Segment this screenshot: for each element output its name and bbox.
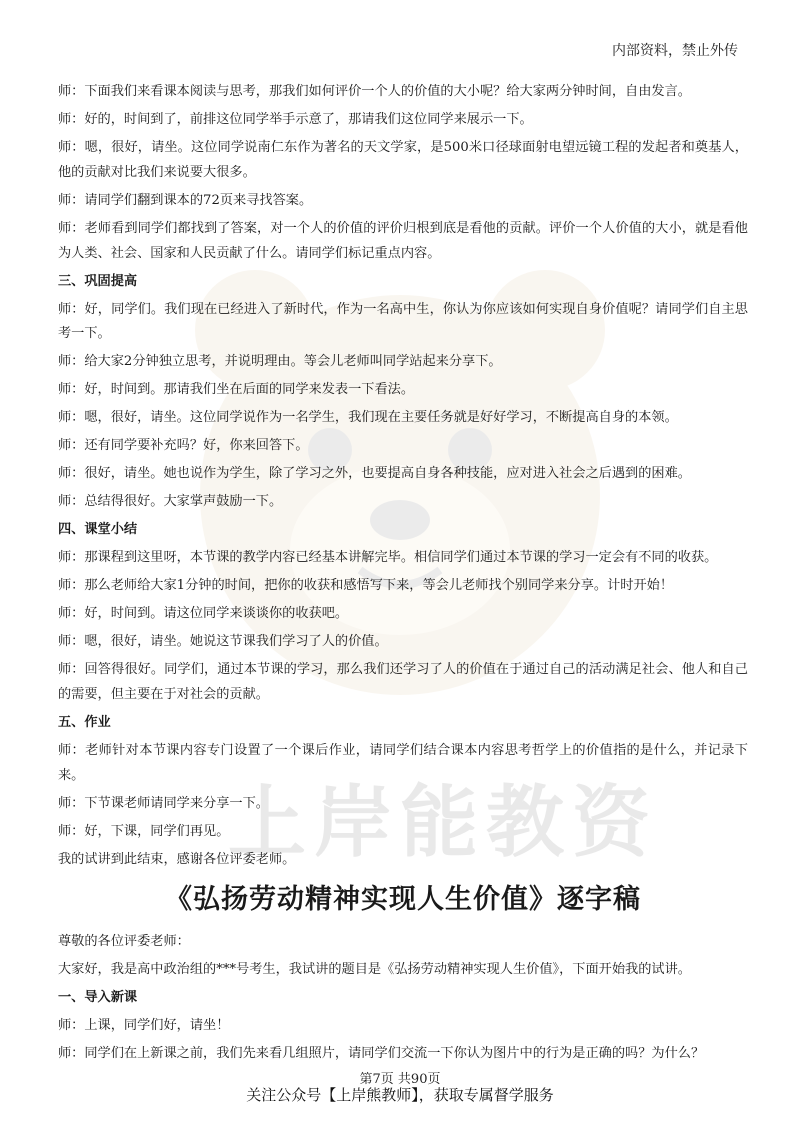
paragraph: 师：还有同学要补充吗？好，你来回答下。	[58, 438, 309, 454]
paragraph: 师：很好，请坐。她也说作为学生，除了学习之外，也要提高自身各种技能，应对进入社会之后遇到的困难。	[58, 466, 691, 482]
paragraph: 师：嗯，很好，请坐。这位同学说作为一名学生，我们现在主要任务就是好好学习，不断提高自身的本领。	[58, 410, 678, 426]
section-heading: 三、巩固提高	[58, 273, 138, 289]
section-heading: 五、作业	[58, 714, 111, 730]
section-heading: 一、导入新课	[58, 990, 138, 1006]
paragraph: 师：同学们在上新课之前，我们先来看几组照片，请同学们交流一下你认为图片中的行为是正确的吗？为什么？	[58, 1046, 705, 1062]
document-title: 《弘扬劳动精神实现人生价值》逐字稿	[165, 884, 641, 916]
paragraph: 师：那课程到这里呀，本节课的教学内容已经基本讲解完毕。相信同学们通过本节课的学习一定会有不同的收获。	[58, 550, 718, 566]
paragraph: 师：好，下课，同学们再见。	[58, 823, 230, 839]
paragraph: 师：好的，时间到了，前排这位同学举手示意了，那请我们这位同学来展示一下。	[58, 111, 533, 127]
paragraph: 师：嗯，很好，请坐。她说这节课我们学习了人的价值。	[58, 634, 388, 650]
greeting: 尊敬的各位评委老师：	[58, 934, 190, 950]
paragraph: 师：请同学们翻到课本的72页来寻找答案。	[58, 192, 313, 208]
paragraph: 师：好，同学们。我们现在已经进入了新时代，作为一名高中生，你认为你应该如何实现自身价值呢？请同学们自主思考一下。	[58, 301, 748, 342]
section-heading: 四、课堂小结	[58, 522, 138, 538]
page-number: 第7页 共90页	[359, 1072, 441, 1087]
paragraph: 师：回答得很好。同学们，通过本节课的学习，那么我们还学习了人的价值在于通过自己的活动满足社会、他人和自己的需要，但主要在于对社会的贡献。	[58, 662, 748, 702]
paragraph: 师：老师看到同学们都找到了答案，对一个人的价值的评价归根到底是看他的贡献。评价一个人价值的大小，就是看他为人类、社会、国家和人民贡献了什么。请同学们标记重点内容。	[58, 220, 748, 261]
header-note: 内部资料，禁止外传	[612, 43, 738, 59]
paragraph: 师：好，时间到。那请我们坐在后面的同学来发表一下看法。	[58, 382, 415, 398]
intro-paragraph: 大家好，我是高中政治组的***号考生，我试讲的题目是《弘扬劳动精神实现人生价值》，下面开始我的试讲。	[58, 962, 691, 978]
paragraph: 师：下节课老师请同学来分享一下。	[58, 795, 269, 811]
paragraph: 师：给大家2分钟独立思考，并说明理由。等会儿老师叫同学站起来分享下。	[58, 354, 502, 370]
footer-promo: 关注公众号【上岸熊教师】，获取专属督学服务	[246, 1086, 554, 1104]
paragraph: 师：下面我们来看课本阅读与思考，那我们如何评价一个人的价值的大小呢？给大家两分钟时间，自由发言。	[58, 84, 691, 99]
paragraph: 师：老师针对本节课内容专门设置了一个课后作业，请同学们结合课本内容思考哲学上的价值指的是什么，并记录下来。	[58, 742, 748, 783]
paragraph: 师：上课，同学们好，请坐！	[58, 1018, 230, 1034]
paragraph: 师：那么老师给大家1分钟的时间，把你的收获和感悟写下来，等会儿老师找个别同学来分享。计时开始！	[58, 578, 674, 594]
paragraph: 我的试讲到此结束，感谢各位评委老师。	[58, 851, 296, 867]
document-body	[58, 80, 748, 1070]
paragraph: 师：嗯，很好，请坐。这位同学说南仁东作为著名的天文学家，是500米口径球面射电望远镜工程的发起者和奠基人，他的贡献对比我们来说要大很多。	[58, 139, 748, 180]
paragraph: 师：好，时间到。请这位同学来谈谈你的收获吧。	[58, 606, 349, 622]
paragraph: 师：总结得很好。大家掌声鼓励一下。	[58, 494, 283, 510]
watermark-text: 上岸能教资	[228, 778, 659, 868]
